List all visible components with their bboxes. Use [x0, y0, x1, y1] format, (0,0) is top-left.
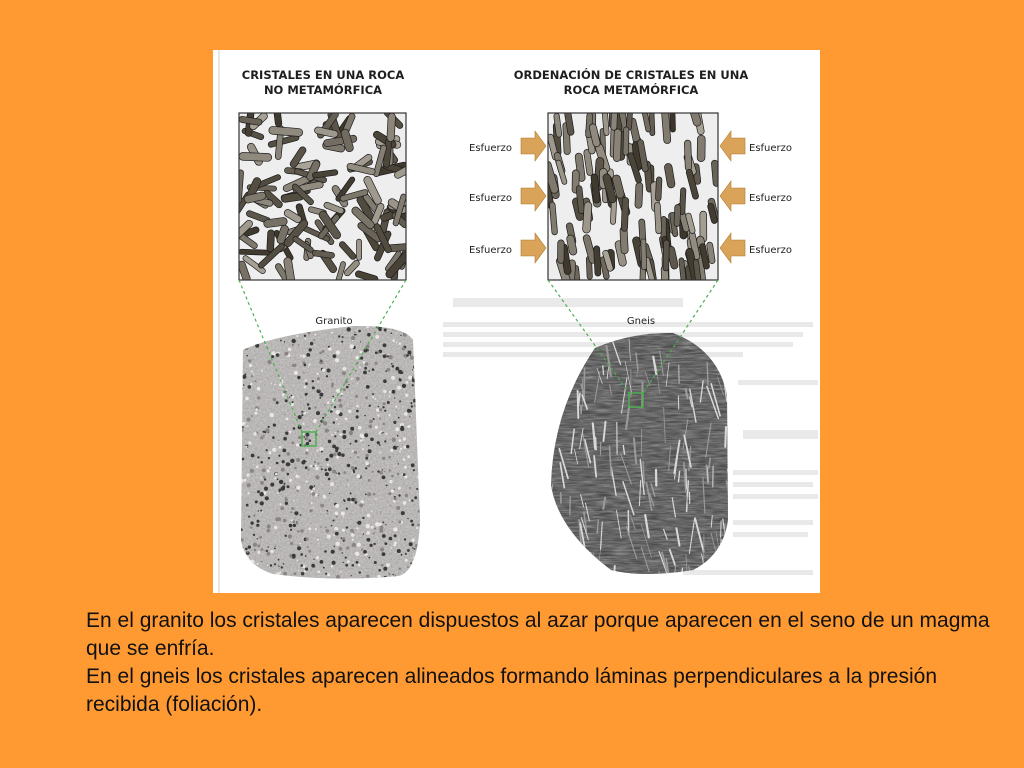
granite-label: Granito: [315, 316, 353, 327]
stress-label: Esfuerzo: [749, 193, 793, 204]
stress-arrows-left: [469, 131, 546, 263]
right-heading-line-1: ORDENACIÓN DE CRISTALES EN UNA: [513, 68, 749, 82]
metamorphism-figure: [213, 50, 820, 593]
stress-arrow-icon: [521, 233, 546, 263]
stress-arrows-right: [720, 131, 792, 263]
stress-arrow-icon: [521, 181, 546, 211]
left-heading-line-2: NO METAMÓRFICA: [263, 83, 383, 97]
aligned-crystals-panel: [542, 100, 719, 294]
stress-arrow-icon: [720, 131, 745, 161]
stress-label: Esfuerzo: [469, 245, 513, 256]
caption-granite: En el granito los cristales aparecen dispuestos al azar porque aparecen en el seno de un magma que se enfría.: [86, 609, 990, 660]
stress-label: Esfuerzo: [749, 245, 793, 256]
granite-sample: [233, 320, 433, 590]
random-crystals-panel: [225, 102, 413, 290]
gneiss-label: Gneis: [626, 316, 656, 327]
stress-label: Esfuerzo: [469, 193, 513, 204]
left-heading-line-1: CRISTALES EN UNA ROCA: [241, 68, 405, 82]
caption-gneiss: En el gneis los cristales aparecen alineados formando láminas perpendiculares a la presión recibida (foliación).: [86, 665, 937, 716]
stress-label: Esfuerzo: [749, 143, 793, 154]
stress-arrow-icon: [521, 131, 546, 161]
right-heading-line-2: ROCA METAMÓRFICA: [563, 83, 699, 97]
gneiss-sample: [543, 325, 738, 593]
stress-arrow-icon: [720, 181, 745, 211]
stress-arrow-icon: [720, 233, 745, 263]
stress-label: Esfuerzo: [469, 143, 513, 154]
caption: [86, 607, 996, 719]
